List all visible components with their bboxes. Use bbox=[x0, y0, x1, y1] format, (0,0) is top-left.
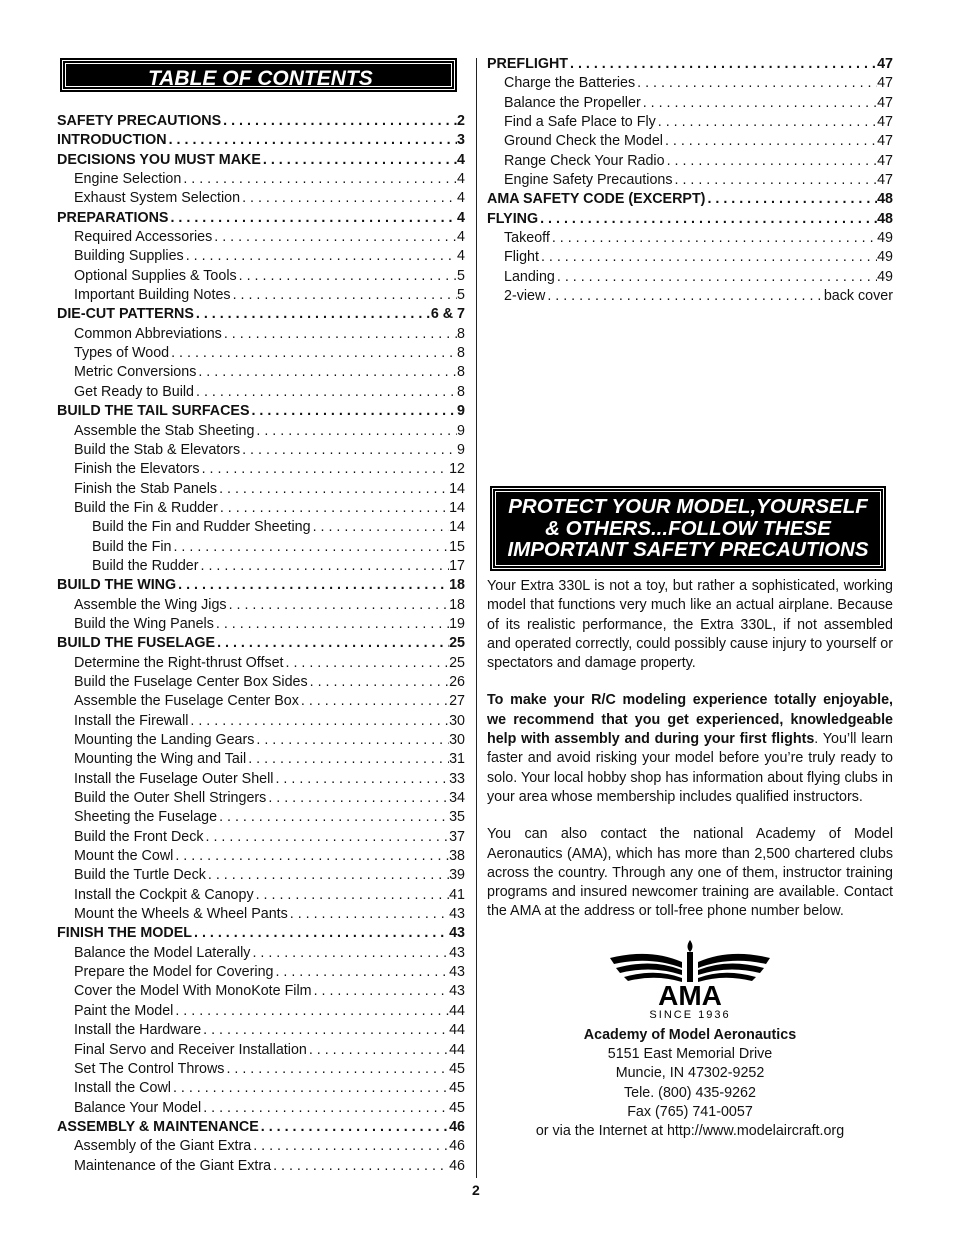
ama-logo bbox=[610, 938, 770, 1020]
toc-leader-dots bbox=[201, 1021, 449, 1040]
toc-entry-label: Set The Control Throws bbox=[74, 1060, 225, 1077]
toc-entry-page: 47 bbox=[877, 172, 893, 189]
toc-entry bbox=[57, 1060, 465, 1079]
toc-entry-page: 49 bbox=[877, 249, 893, 266]
toc-entry bbox=[57, 131, 465, 150]
toc-entry-page: 43 bbox=[449, 944, 465, 961]
toc-entry-page: 45 bbox=[449, 1099, 465, 1116]
toc-entry-label: Build the Fin and Rudder Sheeting bbox=[92, 519, 311, 536]
address-phone: Tele. (800) 435-9262 bbox=[624, 1084, 756, 1101]
toc-entry-page: 9 bbox=[457, 422, 465, 439]
toc-entry bbox=[57, 750, 465, 769]
toc-entry-label: Balance Your Model bbox=[74, 1099, 202, 1116]
toc-entry-page: 31 bbox=[449, 751, 465, 768]
toc-entry-page: 8 bbox=[457, 364, 465, 381]
toc-entry-label: AMA SAFETY CODE (EXCERPT) bbox=[487, 191, 706, 208]
toc-entry-label: Engine Safety Precautions bbox=[504, 172, 673, 189]
toc-leader-dots bbox=[173, 847, 449, 866]
toc-entry-page: 49 bbox=[877, 230, 893, 247]
toc-entry-page: 15 bbox=[449, 538, 465, 555]
toc-entry-page: 44 bbox=[449, 1022, 465, 1039]
toc-entry-page: 4 bbox=[457, 209, 465, 226]
toc-entry bbox=[57, 712, 465, 731]
toc-entry bbox=[487, 287, 893, 306]
toc-entry-label: Mount the Wheels & Wheel Pants bbox=[74, 906, 288, 923]
toc-entry-page: 43 bbox=[449, 964, 465, 981]
toc-entry-label: Mounting the Wing and Tail bbox=[74, 751, 247, 768]
toc-entry-label: Build the Fin bbox=[92, 538, 172, 555]
toc-entry bbox=[57, 460, 465, 479]
toc-entry-page: 46 bbox=[449, 1157, 465, 1174]
toc-entry-page: 2 bbox=[457, 113, 465, 129]
toc-entry-page: 30 bbox=[449, 732, 465, 748]
toc-entry bbox=[487, 210, 893, 229]
toc-entry bbox=[57, 363, 465, 382]
toc-entry-page: 39 bbox=[449, 867, 465, 884]
toc-entry bbox=[57, 634, 465, 653]
toc-entry-label: Mounting the Landing Gears bbox=[74, 732, 255, 748]
toc-entry bbox=[57, 596, 465, 615]
toc-entry bbox=[57, 866, 465, 885]
toc-leader-dots bbox=[312, 982, 450, 1001]
toc-entry-label: Takeoff bbox=[504, 230, 550, 247]
toc-entry-label: Exhaust System Selection bbox=[74, 190, 241, 207]
toc-leader-dots bbox=[221, 112, 457, 131]
toc-entry-label: BUILD THE TAIL SURFACES bbox=[57, 403, 250, 420]
toc-entry bbox=[57, 615, 465, 634]
toc-entry-label: Ground Check the Model bbox=[504, 133, 663, 150]
toc-entry-page: 43 bbox=[449, 983, 465, 1000]
toc-entry-page: 4 bbox=[457, 248, 465, 265]
toc-entry-label: Landing bbox=[504, 268, 555, 285]
toc-entry-page: 18 bbox=[449, 596, 465, 613]
toc-entry-label: Range Check Your Radio bbox=[504, 152, 665, 169]
toc-entry-page: 9 bbox=[457, 441, 465, 458]
toc-entry-page: 12 bbox=[449, 461, 465, 478]
toc-entry bbox=[57, 770, 465, 789]
toc-entry bbox=[57, 286, 465, 305]
toc-entry bbox=[57, 112, 465, 131]
toc-entry-page: 9 bbox=[457, 403, 465, 420]
toc-leader-dots bbox=[171, 538, 449, 557]
toc-leader-dots bbox=[249, 402, 457, 421]
toc-leader-dots bbox=[641, 94, 877, 113]
toc-entry-page: 46 bbox=[449, 1138, 465, 1155]
toc-entry-label: Paint the Model bbox=[74, 1002, 174, 1019]
toc-entry bbox=[57, 963, 465, 982]
toc-entry-label: Maintenance of the Giant Extra bbox=[74, 1157, 272, 1174]
toc-entry-label: 2-view bbox=[504, 288, 546, 305]
toc-entry bbox=[57, 305, 465, 324]
toc-entry-label: Balance the Propeller bbox=[504, 94, 641, 111]
toc-entry-page: 6 & 7 bbox=[430, 306, 465, 323]
toc-entry bbox=[57, 228, 465, 247]
toc-entry bbox=[57, 654, 465, 673]
toc-entry-label: Install the Cowl bbox=[74, 1080, 171, 1097]
toc-entry bbox=[57, 924, 465, 943]
toc-leader-dots bbox=[227, 596, 450, 615]
toc-entry-page: 44 bbox=[449, 1041, 465, 1058]
toc-entry-page: 25 bbox=[449, 654, 465, 671]
toc-entry bbox=[487, 94, 893, 113]
toc-entry-label: Install the Firewall bbox=[74, 712, 189, 729]
toc-entry bbox=[57, 731, 465, 750]
toc-entry bbox=[57, 808, 465, 827]
toc-leader-dots bbox=[222, 325, 457, 344]
toc-entry bbox=[487, 152, 893, 171]
toc-entry-label: Get Ready to Build bbox=[74, 383, 195, 400]
toc-entry bbox=[57, 789, 465, 808]
address-org: Academy of Model Aeronautics bbox=[583, 1026, 797, 1043]
toc-entry bbox=[57, 1137, 465, 1156]
toc-entry-label: ASSEMBLY & MAINTENANCE bbox=[57, 1118, 259, 1135]
toc-leader-dots bbox=[705, 190, 877, 209]
toc-entry bbox=[57, 1079, 465, 1098]
toc-leader-dots bbox=[237, 267, 457, 286]
toc-leader-dots bbox=[254, 731, 449, 750]
toc-entry bbox=[57, 499, 465, 518]
toc-entry-label: Optional Supplies & Tools bbox=[74, 267, 237, 284]
toc-entry-label: Flight bbox=[504, 249, 539, 266]
toc-leader-dots bbox=[217, 480, 449, 499]
toc-entry-label: Build the Front Deck bbox=[74, 828, 204, 845]
toc-entry-label: Types of Wood bbox=[74, 345, 170, 362]
toc-entry bbox=[57, 325, 465, 344]
toc-entry-page: 5 bbox=[457, 287, 465, 304]
toc-entry-label: Prepare the Model for Covering bbox=[74, 964, 274, 981]
toc-entry-page: 14 bbox=[449, 499, 465, 516]
safety-paragraph-1: Your Extra 330L is not a toy, but rather a sophisticated, working model that functions very much like an actual airplane. Because of its realistic performance, the Extra 330L, if not assembled and operated correctly, could possibly cause injury to yourself or spectators and damage property. bbox=[487, 577, 893, 672]
toc-leader-dots bbox=[299, 692, 449, 711]
toc-entry bbox=[57, 170, 465, 189]
toc-leader-dots bbox=[555, 268, 877, 287]
toc-leader-dots bbox=[545, 287, 824, 306]
toc-entry-page: 49 bbox=[877, 268, 893, 285]
toc-entry-label: Install the Hardware bbox=[74, 1022, 202, 1039]
toc-entry-label: Finish the Elevators bbox=[74, 461, 200, 478]
toc-entry-label: Cover the Model With MonoKote Film bbox=[74, 983, 312, 1000]
toc-leader-dots bbox=[218, 499, 449, 518]
toc-list-right bbox=[487, 55, 893, 306]
toc-entry-label: Balance the Model Laterally bbox=[74, 944, 251, 961]
toc-leader-dots bbox=[176, 576, 449, 595]
toc-entry-label: Assemble the Wing Jigs bbox=[74, 596, 227, 613]
toc-entry bbox=[57, 247, 465, 266]
toc-leader-dots bbox=[308, 673, 449, 692]
toc-entry bbox=[57, 383, 465, 402]
toc-entry-page: 19 bbox=[449, 615, 465, 632]
toc-entry-page: 8 bbox=[457, 383, 465, 400]
right-column bbox=[487, 55, 893, 1142]
ama-address bbox=[487, 1026, 893, 1142]
toc-entry bbox=[57, 422, 465, 441]
toc-entry-label: Install the Cockpit & Canopy bbox=[74, 886, 254, 903]
toc-entry bbox=[487, 268, 893, 287]
toc-entry bbox=[57, 982, 465, 1001]
toc-entry bbox=[487, 248, 893, 267]
toc-leader-dots bbox=[288, 905, 449, 924]
toc-entry-label: Mount the Cowl bbox=[74, 848, 174, 865]
toc-entry-label: DECISIONS YOU MUST MAKE bbox=[57, 151, 261, 168]
toc-leader-dots bbox=[224, 1060, 449, 1079]
toc-entry-label: FLYING bbox=[487, 210, 539, 227]
toc-entry bbox=[57, 538, 465, 557]
toc-entry-label: Finish the Stab Panels bbox=[74, 480, 218, 497]
page-number: 2 bbox=[472, 1182, 480, 1198]
toc-leader-dots bbox=[271, 1157, 449, 1176]
toc-leader-dots bbox=[254, 886, 449, 905]
toc-entry-label: DIE-CUT PATTERNS bbox=[57, 306, 194, 323]
safety-title-line-2: & OTHERS...FOLLOW THESE bbox=[545, 516, 831, 540]
toc-leader-dots bbox=[266, 789, 449, 808]
toc-entry-page: 4 bbox=[457, 190, 465, 207]
toc-entry-label: Build the Fin & Rudder bbox=[74, 499, 218, 516]
toc-entry bbox=[57, 692, 465, 711]
toc-entry-page: 27 bbox=[449, 693, 465, 710]
toc-leader-dots bbox=[261, 151, 457, 170]
toc-entry-page: 35 bbox=[449, 809, 465, 826]
toc-entry-page: 38 bbox=[449, 848, 465, 865]
toc-leader-dots bbox=[538, 210, 877, 229]
toc-entry-label: Find a Safe Place to Fly bbox=[504, 114, 656, 131]
toc-leader-dots bbox=[181, 170, 457, 189]
toc-entry-label: Assemble the Fuselage Center Box bbox=[74, 693, 299, 710]
toc-leader-dots bbox=[656, 113, 877, 132]
toc-entry-page: 46 bbox=[449, 1118, 465, 1135]
toc-entry-label: Building Supplies bbox=[74, 248, 184, 265]
toc-entry-page: 48 bbox=[877, 191, 893, 208]
toc-entry-label: Important Building Notes bbox=[74, 287, 231, 304]
toc-entry-label: Sheeting the Fuselage bbox=[74, 809, 218, 826]
toc-entry-page: 47 bbox=[877, 114, 893, 131]
toc-entry bbox=[487, 171, 893, 190]
logo-text: AMA bbox=[658, 979, 722, 1011]
logo-since: SINCE 1936 bbox=[649, 1008, 731, 1020]
toc-entry-label: Metric Conversions bbox=[74, 364, 197, 381]
toc-entry-page: 5 bbox=[457, 267, 465, 284]
toc-leader-dots bbox=[171, 1079, 449, 1098]
toc-entry-label: Required Accessories bbox=[74, 229, 213, 246]
toc-entry-page: 18 bbox=[449, 577, 465, 594]
toc-leader-dots bbox=[200, 460, 450, 479]
safety-title-line-3: IMPORTANT SAFETY PRECAUTIONS bbox=[507, 538, 869, 562]
toc-entry bbox=[57, 1021, 465, 1040]
toc-entry-label: Install the Fuselage Outer Shell bbox=[74, 770, 274, 787]
toc-entry bbox=[57, 209, 465, 228]
safety-paragraph-2-rest: . You’ll learn faster and avoid risking your model before you’re truly ready to solo. Your local hobby shop has information about flying clubs in your area whose membership includes qualified instructors. bbox=[487, 731, 893, 805]
toc-entry bbox=[57, 847, 465, 866]
left-column bbox=[57, 60, 465, 1176]
toc-entry-page: 43 bbox=[449, 925, 465, 942]
toc-entry bbox=[57, 344, 465, 363]
toc-leader-dots bbox=[173, 1002, 449, 1021]
toc-leader-dots bbox=[168, 209, 457, 228]
safety-paragraph-2-bold: To make your R/C modeling experience totally enjoyable, we recommend that you get experienced, knowledgeable help with assembly and during your first flights bbox=[487, 692, 893, 748]
toc-leader-dots bbox=[259, 1118, 449, 1137]
toc-leader-dots bbox=[192, 924, 449, 943]
toc-leader-dots bbox=[194, 305, 431, 324]
toc-leader-dots bbox=[539, 248, 877, 267]
toc-entry-label: Charge the Batteries bbox=[504, 75, 636, 92]
toc-entry bbox=[57, 1041, 465, 1060]
toc-leader-dots bbox=[169, 344, 457, 363]
toc-entry-page: 47 bbox=[877, 75, 893, 92]
toc-leader-dots bbox=[214, 615, 449, 634]
toc-leader-dots bbox=[665, 152, 878, 171]
toc-entry-page: 37 bbox=[449, 828, 465, 845]
toc-entry bbox=[57, 828, 465, 847]
toc-leader-dots bbox=[246, 750, 449, 769]
toc-entry-label: PREPARATIONS bbox=[57, 209, 169, 226]
toc-leader-dots bbox=[212, 228, 457, 247]
toc-leader-dots bbox=[188, 712, 449, 731]
toc-entry-label: Build the Outer Shell Stringers bbox=[74, 790, 267, 807]
toc-entry-label: Build the Fuselage Center Box Sides bbox=[74, 673, 308, 690]
toc-entry-page: 47 bbox=[877, 133, 893, 150]
toc-list-left bbox=[57, 112, 465, 1176]
toc-entry bbox=[57, 441, 465, 460]
toc-entry-page: 8 bbox=[457, 325, 465, 342]
toc-entry bbox=[57, 518, 465, 537]
toc-entry-label: Build the Stab & Elevators bbox=[74, 441, 241, 458]
toc-leader-dots bbox=[250, 944, 449, 963]
toc-entry-page: 47 bbox=[877, 152, 893, 169]
toc-leader-dots bbox=[273, 770, 449, 789]
toc-entry-page: 45 bbox=[449, 1060, 465, 1077]
toc-entry-page: 45 bbox=[449, 1080, 465, 1097]
toc-entry-page: back cover bbox=[823, 288, 893, 305]
toc-entry bbox=[487, 74, 893, 93]
toc-entry-label: Common Abbreviations bbox=[74, 325, 222, 342]
toc-leader-dots bbox=[251, 1137, 449, 1156]
toc-leader-dots bbox=[206, 866, 449, 885]
toc-leader-dots bbox=[284, 654, 450, 673]
toc-leader-dots bbox=[184, 247, 457, 266]
toc-leader-dots bbox=[254, 422, 457, 441]
toc-entry-page: 14 bbox=[449, 480, 465, 497]
toc-entry-page: 43 bbox=[449, 906, 465, 923]
column-divider bbox=[476, 58, 477, 1178]
toc-leader-dots bbox=[240, 441, 457, 460]
toc-leader-dots bbox=[217, 808, 449, 827]
toc-entry bbox=[57, 267, 465, 286]
toc-leader-dots bbox=[194, 383, 457, 402]
toc-leader-dots bbox=[550, 229, 877, 248]
toc-entry-label: Build the Wing Panels bbox=[74, 615, 214, 632]
safety-title-line-1: PROTECT YOUR MODEL,YOURSELF bbox=[508, 495, 868, 519]
toc-leader-dots bbox=[635, 74, 877, 93]
toc-entry bbox=[57, 576, 465, 595]
toc-entry bbox=[487, 190, 893, 209]
toc-leader-dots bbox=[663, 132, 877, 151]
safety-paragraph-3: You can also contact the national Academy of Model Aeronautics (AMA), which has more than 2,500 chartered clubs across the country. Through any one of them, instructor training programs and insured newcomer training are available. Contact the AMA at the address or toll-free phone number below. bbox=[487, 826, 893, 920]
toc-entry-page: 34 bbox=[449, 790, 465, 807]
toc-entry bbox=[57, 944, 465, 963]
toc-entry-label: INTRODUCTION bbox=[57, 132, 167, 149]
toc-entry-label: Build the Rudder bbox=[92, 557, 199, 574]
safety-title bbox=[492, 488, 884, 569]
toc-leader-dots bbox=[673, 171, 878, 190]
toc-entry-label: Assemble the Stab Sheeting bbox=[74, 422, 255, 439]
toc-entry-label: Engine Selection bbox=[74, 171, 182, 188]
toc-entry-label: SAFETY PRECAUTIONS bbox=[57, 113, 222, 129]
toc-entry-page: 30 bbox=[449, 712, 465, 729]
toc-entry bbox=[487, 55, 893, 74]
toc-entry bbox=[57, 673, 465, 692]
toc-entry-page: 14 bbox=[449, 519, 465, 536]
address-web: or via the Internet at http://www.modelaircraft.org bbox=[535, 1123, 845, 1140]
toc-leader-dots bbox=[199, 557, 450, 576]
toc-entry bbox=[57, 886, 465, 905]
toc-entry-page: 47 bbox=[877, 56, 893, 72]
toc-leader-dots bbox=[167, 131, 457, 150]
toc-entry bbox=[487, 132, 893, 151]
toc-entry-page: 44 bbox=[449, 1002, 465, 1019]
toc-title: TABLE OF CONTENTS bbox=[62, 60, 455, 90]
toc-entry bbox=[57, 151, 465, 170]
toc-entry-page: 17 bbox=[449, 557, 465, 574]
toc-entry-page: 4 bbox=[457, 151, 465, 168]
address-street: 5151 East Memorial Drive bbox=[607, 1046, 773, 1063]
toc-entry bbox=[57, 189, 465, 208]
toc-entry-page: 3 bbox=[457, 132, 465, 149]
toc-entry bbox=[487, 229, 893, 248]
toc-entry-page: 33 bbox=[449, 770, 465, 787]
toc-leader-dots bbox=[215, 634, 449, 653]
toc-leader-dots bbox=[240, 189, 457, 208]
toc-entry-label: Determine the Right-thrust Offset bbox=[74, 654, 284, 671]
toc-entry-label: PREFLIGHT bbox=[487, 56, 569, 72]
toc-leader-dots bbox=[273, 963, 449, 982]
safety-paragraph-2 bbox=[487, 691, 893, 807]
toc-leader-dots bbox=[231, 286, 457, 305]
address-fax: Fax (765) 741-0057 bbox=[627, 1103, 753, 1120]
toc-entry bbox=[57, 1157, 465, 1176]
address-city: Muncie, IN 47302-9252 bbox=[615, 1065, 765, 1082]
toc-entry bbox=[57, 1099, 465, 1118]
toc-leader-dots bbox=[311, 518, 450, 537]
toc-leader-dots bbox=[201, 1099, 449, 1118]
toc-entry-label: BUILD THE WING bbox=[57, 577, 177, 594]
toc-leader-dots bbox=[568, 55, 877, 74]
toc-entry-page: 26 bbox=[449, 673, 465, 690]
toc-entry bbox=[487, 113, 893, 132]
toc-entry bbox=[57, 905, 465, 924]
toc-entry-label: Assembly of the Giant Extra bbox=[74, 1138, 252, 1155]
toc-entry-page: 4 bbox=[457, 171, 465, 188]
toc-entry-page: 48 bbox=[877, 210, 893, 227]
toc-entry bbox=[57, 1002, 465, 1021]
toc-entry-label: FINISH THE MODEL bbox=[57, 925, 193, 942]
toc-leader-dots bbox=[196, 363, 457, 382]
toc-entry bbox=[57, 480, 465, 499]
toc-leader-dots bbox=[204, 828, 450, 847]
toc-entry bbox=[57, 1118, 465, 1137]
toc-entry-label: BUILD THE FUSELAGE bbox=[57, 635, 216, 652]
toc-entry bbox=[57, 402, 465, 421]
toc-entry-page: 4 bbox=[457, 229, 465, 246]
toc-entry-page: 8 bbox=[457, 345, 465, 362]
toc-entry bbox=[57, 557, 465, 576]
toc-entry-page: 25 bbox=[449, 635, 465, 652]
toc-entry-label: Build the Turtle Deck bbox=[74, 867, 206, 884]
toc-entry-label: Final Servo and Receiver Installation bbox=[74, 1041, 307, 1058]
toc-leader-dots bbox=[307, 1041, 449, 1060]
toc-entry-page: 47 bbox=[877, 94, 893, 111]
toc-entry-page: 41 bbox=[449, 886, 465, 903]
